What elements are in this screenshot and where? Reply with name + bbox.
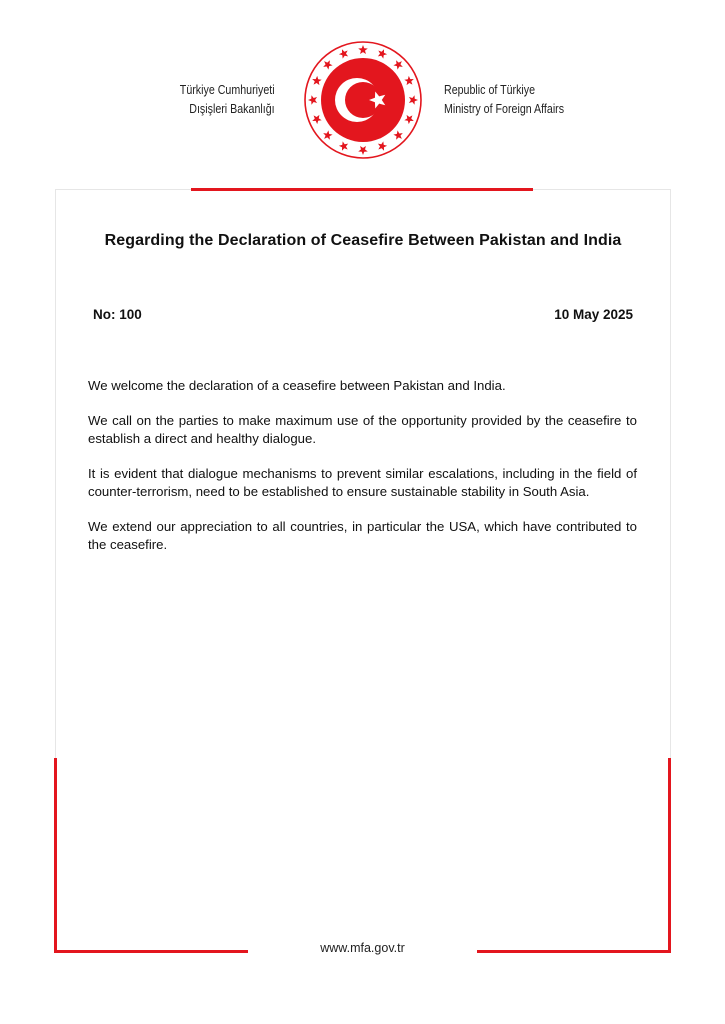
- ministry-seal-logo: [299, 36, 427, 164]
- frame-top-accent: [191, 188, 533, 191]
- frame-right-accent: [668, 758, 671, 952]
- seal-star-icon: [393, 130, 402, 139]
- statement-date: 10 May 2025: [554, 307, 633, 322]
- statement-body: [88, 377, 637, 571]
- seal-star-icon: [409, 95, 418, 105]
- seal-star-icon: [339, 141, 348, 150]
- document-title: Regarding the Declaration of Ceasefire Between Pakistan and India: [104, 232, 622, 249]
- seal-star-icon: [358, 146, 368, 155]
- ministry-name-english-line2: Ministry of Foreign Affairs: [444, 101, 565, 116]
- seal-star-icon: [312, 115, 321, 124]
- seal-star-icon: [404, 115, 413, 124]
- paragraph: We welcome the declaration of a ceasefire between Pakistan and India.: [88, 378, 506, 393]
- ministry-name-english: [444, 80, 564, 118]
- seal-star-icon: [339, 49, 348, 58]
- seal-star-icon: [323, 130, 332, 139]
- frame-right-border: [670, 189, 671, 759]
- seal-star-icon: [378, 141, 387, 150]
- seal-star-icon: [404, 76, 413, 85]
- ministry-name-english-line1: Republic of Türkiye: [444, 82, 536, 97]
- paragraph: We extend our appreciation to all countries, in particular the USA, which have contributed to the ceasefire.: [88, 519, 637, 552]
- seal-star-icon: [312, 76, 321, 85]
- paragraph: We call on the parties to make maximum use of the opportunity provided by the ceasefire to establish a direct and healthy dialogue.: [88, 413, 637, 446]
- ministry-name-turkish: [180, 80, 275, 118]
- seal-star-icon: [358, 45, 368, 54]
- seal-star-icon: [323, 60, 332, 69]
- seal-star-icon: [308, 95, 317, 105]
- seal-star-icon: [393, 60, 402, 69]
- frame-left-border: [55, 189, 56, 759]
- ministry-name-turkish-line2: Dışişleri Bakanlığı: [189, 101, 275, 116]
- frame-left-accent: [54, 758, 57, 952]
- seal-star-icon: [378, 49, 387, 58]
- paragraph: It is evident that dialogue mechanisms to prevent similar escalations, including in the field of counter-terrorism, need to be established to ensure sustainable stability in South Asia.: [88, 466, 637, 499]
- website-link[interactable]: www.mfa.gov.tr: [320, 941, 405, 955]
- statement-number: No: 100: [93, 307, 142, 322]
- ministry-name-turkish-line1: Türkiye Cumhuriyeti: [180, 82, 275, 97]
